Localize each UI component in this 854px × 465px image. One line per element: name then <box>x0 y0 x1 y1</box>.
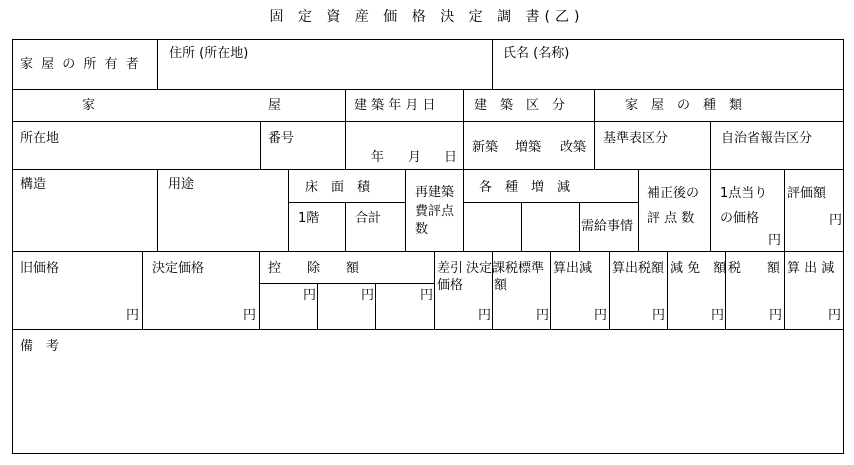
per-point-yen: 円 <box>768 233 782 248</box>
r3-v1 <box>260 121 261 170</box>
build-category-label: 建 築 区 分 <box>474 98 566 113</box>
adjusted-label-1: 補正後の <box>647 186 700 201</box>
document-title: 固 定 資 産 価 格 決 定 調 書(乙) <box>269 9 585 25</box>
tax-label: 税 額 <box>728 261 781 276</box>
r5-v4 <box>375 284 376 330</box>
row-divider-2 <box>12 121 844 122</box>
rebuild-cost-label-1: 再建築 <box>415 185 455 200</box>
row-divider-3 <box>12 169 844 170</box>
rebuild-cost-label-3: 数 <box>415 222 429 237</box>
new-build-label: 新築 <box>472 140 499 155</box>
year-label: 年 <box>371 150 385 165</box>
deduction-yen-3: 円 <box>420 288 434 303</box>
deduction-yen-1: 円 <box>303 288 317 303</box>
r4-v1 <box>157 169 158 252</box>
rebuild-label: 改築 <box>560 140 587 155</box>
ministry-report-label: 自治省報告区分 <box>721 131 813 146</box>
usage-label: 用途 <box>168 177 195 192</box>
r2-v2 <box>463 89 464 122</box>
decided-price-label: 決定価格 <box>152 261 205 276</box>
frame-bottom <box>12 453 844 454</box>
owner-label: 家 屋 の 所 有 者 <box>20 57 141 72</box>
r5-v5 <box>434 251 435 330</box>
r2-v1 <box>345 89 346 122</box>
rebuild-cost-label-2: 費評点 <box>415 204 455 219</box>
row-divider-1 <box>12 89 844 90</box>
r4-h-sub1 <box>288 202 406 203</box>
floor1-label: 1階 <box>298 211 320 226</box>
adjusted-label-2: 評 点 数 <box>647 211 695 226</box>
tax-standard-label-1: 決定課税標準 <box>466 261 545 276</box>
r4-v9 <box>710 169 711 252</box>
calc-reduction-label: 算 出 減 <box>787 261 835 276</box>
house-label-left: 家 <box>82 98 96 113</box>
r4-v8 <box>638 169 639 252</box>
r4-v2 <box>288 169 289 252</box>
deduction-label: 控 除 額 <box>268 261 360 276</box>
tax-yen: 円 <box>769 308 783 323</box>
diff-price-yen: 円 <box>478 308 492 323</box>
r4-v6 <box>521 203 522 252</box>
month-label: 月 <box>408 150 422 165</box>
remarks-label: 備 考 <box>20 339 60 354</box>
r3-v5 <box>710 121 711 170</box>
extension-label: 増築 <box>515 140 542 155</box>
r4-v5 <box>463 169 464 252</box>
diff-label-1: 差引 <box>437 261 464 276</box>
old-price-label: 旧価格 <box>20 261 60 276</box>
r5-v9 <box>667 251 668 330</box>
r3-v4 <box>594 121 595 170</box>
decided-price-yen: 円 <box>243 308 257 323</box>
r5-v8 <box>609 251 610 330</box>
r3-v2 <box>345 121 346 170</box>
r4-v10 <box>784 169 785 252</box>
assessed-yen: 円 <box>829 213 843 228</box>
r4-v3 <box>345 203 346 252</box>
r4-v7 <box>579 203 580 252</box>
r5-v11 <box>784 251 785 330</box>
house-type-label: 家 屋 の 種 類 <box>625 98 743 113</box>
deduction-yen-2: 円 <box>361 288 375 303</box>
r4-h-sub2 <box>463 202 639 203</box>
calc-reduction-yen: 円 <box>828 308 842 323</box>
floor-area-label: 床 面 積 <box>305 180 371 195</box>
tax-amount-calc-yen: 円 <box>652 308 666 323</box>
tax-standard-yen: 円 <box>536 308 550 323</box>
tax-amount-calc-label: 算出税額 <box>612 261 665 276</box>
frame-top <box>12 39 844 40</box>
day-label: 日 <box>444 150 458 165</box>
r5-v1 <box>142 251 143 330</box>
row-divider-5 <box>12 329 844 330</box>
r3-v3 <box>463 121 464 170</box>
exemption-label: 減 免 額 <box>670 261 727 276</box>
assessed-label: 評価額 <box>787 186 827 201</box>
r5-v3 <box>317 284 318 330</box>
diff-label-2: 価格 <box>437 278 464 293</box>
built-date-label: 建 築 年 月 日 <box>354 98 436 113</box>
per-point-label-2: の価格 <box>720 211 760 226</box>
number-label: 番号 <box>268 131 295 146</box>
old-price-yen: 円 <box>126 308 140 323</box>
structure-label: 構造 <box>20 177 47 192</box>
row-divider-4 <box>12 251 844 252</box>
r5-h-sub <box>259 283 435 284</box>
r1-v1 <box>157 39 158 90</box>
frame-left <box>12 39 13 454</box>
name-label: 氏名 (名称) <box>503 46 570 61</box>
house-label-right: 屋 <box>268 98 282 113</box>
standard-table-label: 基準表区分 <box>603 131 669 146</box>
total-label: 合計 <box>355 211 382 226</box>
r5-v7 <box>550 251 551 330</box>
reduction-calc-yen: 円 <box>594 308 608 323</box>
per-point-label-1: 1点当り <box>720 186 768 201</box>
tax-standard-label-2: 額 <box>494 278 508 293</box>
r4-v4 <box>405 169 406 252</box>
adjustments-label: 各 種 増 減 <box>479 180 571 195</box>
supply-demand-label: 需給事情 <box>581 219 634 234</box>
r1-v2 <box>492 39 493 90</box>
frame-right <box>843 39 844 454</box>
reduction-calc-label: 算出減 <box>553 261 593 276</box>
exemption-yen: 円 <box>711 308 725 323</box>
address-label: 住所 (所在地) <box>169 46 249 61</box>
location-label: 所在地 <box>20 131 60 146</box>
r5-v2 <box>259 251 260 330</box>
r2-v3 <box>594 89 595 122</box>
